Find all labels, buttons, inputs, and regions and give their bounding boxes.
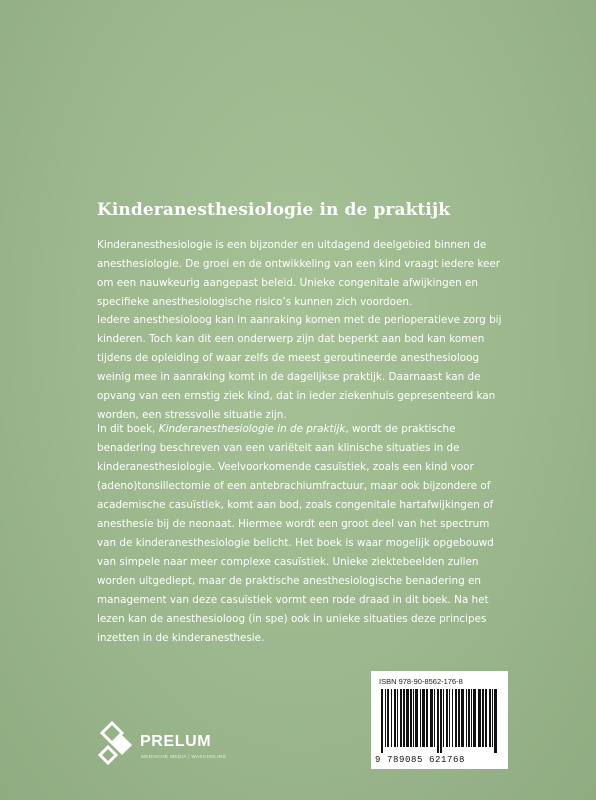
barcode-bar xyxy=(403,689,405,747)
barcode-bar xyxy=(394,689,396,747)
barcode-bar xyxy=(413,689,414,747)
paragraph-line: (adeno)tonsillectomie of een antebrachiumfractuur, maar ook bijzondere of xyxy=(97,480,491,492)
paragraph-line: opvang van een ernstig ziek kind, dat in ieder ziekenhuis gepresenteerd kan xyxy=(97,390,496,402)
paragraph-line: van simpele naar meer complexe casuïstiek. Unieke ziektebeelden zullen xyxy=(97,556,479,568)
publisher-name: PRELUM xyxy=(140,733,212,750)
barcode-bar xyxy=(489,689,491,747)
barcode-bar xyxy=(458,689,460,747)
paragraph-line: van de kinderanesthesiologie belicht. Het boek is waar mogelijk opgebouwd xyxy=(97,537,494,549)
barcode-bars xyxy=(379,689,501,753)
barcode-bar xyxy=(400,689,402,747)
barcode-bar xyxy=(385,689,386,747)
barcode-bar xyxy=(406,689,409,747)
paragraph-line: Kinderanesthesiologie is een bijzonder en uitdagend deelgebied binnen de xyxy=(97,239,487,251)
barcode-bar xyxy=(471,689,472,747)
barcode-bar xyxy=(430,689,433,747)
barcode-bar xyxy=(449,689,450,747)
paragraph-line: worden uitgediept, maar de praktische anesthesiologische benadering en xyxy=(97,575,482,587)
book-title-italic: Kinderanesthesiologie in de praktijk xyxy=(158,423,346,435)
barcode-bar xyxy=(478,689,481,747)
barcode-bar xyxy=(410,689,412,747)
barcode-bar xyxy=(440,689,442,753)
paragraph-text: In dit boek, xyxy=(97,423,159,435)
paragraph-line: tijdens de opleiding of waar zelfs de meest geroutineerde anesthesioloog xyxy=(97,352,480,364)
barcode-bar xyxy=(473,689,476,747)
paragraph-line: inzetten in de kinderanesthesie. xyxy=(97,632,265,644)
barcode-bar xyxy=(415,689,418,747)
paragraph-line: academische casuïstiek, komt aan bod, zoals congenitale hartafwijkingen of xyxy=(97,499,494,511)
paragraph-line: Iedere anesthesioloog kan in aanraking komen met de perioperatieve zorg bij xyxy=(97,314,502,326)
prelum-logo-icon xyxy=(98,721,136,767)
barcode-bar xyxy=(426,689,428,747)
barcode-bar xyxy=(485,689,487,747)
paragraph-line: management van deze casuïstiek vormt een rode draad in dit boek. Na het xyxy=(97,594,489,606)
description-paragraph-1 xyxy=(97,236,517,312)
paragraph-line: lezen kan de anesthesioloog (in spe) ook in unieke situaties deze principes xyxy=(97,613,487,625)
barcode-bar xyxy=(443,689,444,747)
paragraph-line: anesthesiologie. De groei en de ontwikkeling van een kind vraagt iedere keer xyxy=(97,258,501,270)
paragraph-line: kinderanesthesiologie. Veelvoorkomende casuïstiek, zoals een kind voor xyxy=(97,461,474,473)
paragraph-line: worden, een stressvolle situatie zijn. xyxy=(97,409,287,421)
barcode-bar xyxy=(387,689,389,747)
description-paragraph-3 xyxy=(97,420,517,648)
barcode-bar xyxy=(492,689,493,747)
book-title: Kinderanesthesiologie in de praktijk xyxy=(97,200,451,220)
barcode-bar xyxy=(434,689,435,747)
barcode-number: 9 789085 621768 xyxy=(375,755,466,765)
barcode-bar xyxy=(468,689,470,747)
barcode-bar xyxy=(397,689,398,747)
paragraph-line: anesthesie bij de neonaat. Hiermee wordt een groot deel van het spectrum xyxy=(97,518,490,530)
paragraph-line: om een nauwkeurig aangepast beleid. Unieke congenitale afwijkingen en xyxy=(97,277,479,289)
barcode-bar xyxy=(446,689,448,747)
description-paragraph-2 xyxy=(97,311,517,425)
paragraph-line: benadering beschreven van een variëteit aan klinische situaties in de xyxy=(97,442,460,454)
barcode-bar xyxy=(461,689,464,747)
paragraph-line: weinig mee in aanraking komt in de dagelijkse praktijk. Daarnaast kan de xyxy=(97,371,481,383)
barcode-bar xyxy=(466,689,467,747)
barcode-bar xyxy=(437,689,439,753)
barcode-bar xyxy=(452,689,453,747)
barcode-bar xyxy=(482,689,484,747)
barcode-bar xyxy=(455,689,457,747)
barcode-bar xyxy=(494,689,497,753)
paragraph-line xyxy=(97,420,517,439)
paragraph-line: kinderen. Toch kan dit een onderwerp zijn dat beperkt aan bod kan komen xyxy=(97,333,485,345)
barcode-bar xyxy=(420,689,421,747)
barcode-bar xyxy=(422,689,425,747)
isbn-label: ISBN 978-90-8562-176-8 xyxy=(379,677,463,686)
publisher-tagline: MEDISCHE MEDIA | WASCHOLING xyxy=(141,754,227,759)
paragraph-text: , wordt de praktische xyxy=(345,423,456,435)
barcode-bar xyxy=(381,689,383,753)
paragraph-line: specifieke anesthesiologische risico’s kunnen zich voordoen. xyxy=(97,296,413,308)
barcode-bar xyxy=(391,689,392,747)
isbn-barcode xyxy=(371,671,508,769)
